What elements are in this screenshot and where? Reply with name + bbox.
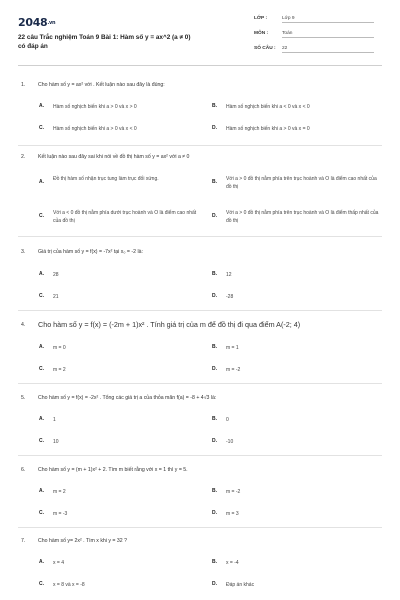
option-text: Đồ thị hàm số nhận trục tung làm trục đối xứng. <box>53 176 159 182</box>
option-letter: B. <box>212 179 217 185</box>
document-title <box>18 33 233 51</box>
option-text: Đáp án khác <box>226 582 255 588</box>
meta-count <box>254 44 374 53</box>
option-text: m = 0 <box>53 345 66 351</box>
question-divider <box>18 455 382 456</box>
option-text: m = -2 <box>226 489 241 495</box>
question-text: Cho hàm số y = f(x) = -2x² . Tổng các giá trị a của thỏa mãn f(a) = -8 + 4√3 là: <box>38 395 217 401</box>
question-text: Giá trị của hàm số y = f(x) = -7x² tại x₀ = -2 là: <box>38 249 143 255</box>
question-divider <box>18 236 382 237</box>
site-logo[interactable] <box>18 16 55 29</box>
option-letter: A. <box>39 416 44 422</box>
option-letter: C. <box>39 438 44 444</box>
option-letter: B. <box>212 344 217 350</box>
meta-subject <box>254 29 374 38</box>
question-text: Cho hàm số y = ax² với . Kết luận nào sau đây là đúng: <box>38 82 165 88</box>
question-number: 5. <box>21 395 26 401</box>
option-text: Hàm số nghịch biến khi a < 0 và x < 0 <box>226 104 310 110</box>
option-letter: B. <box>212 559 217 565</box>
option-text: m = 1 <box>226 345 239 351</box>
meta-grade-label: LỚP : <box>254 16 268 21</box>
question-text: Cho hàm số y= 2x² . Tìm x khi y = 32 ? <box>38 538 127 544</box>
option-text: Hàm số nghịch biến khi a > 0 và x > 0 <box>53 104 137 110</box>
option-text: Với a > 0 đồ thị nằm phía trên trục hoành và O là điểm cao nhất của đồ thị <box>226 176 377 190</box>
option-letter: C. <box>39 581 44 587</box>
option-letter: D. <box>212 213 217 219</box>
question-divider <box>18 310 382 311</box>
meta-count-value: 22 <box>282 46 288 51</box>
option-letter: C. <box>39 125 44 131</box>
option-letter: A. <box>39 559 44 565</box>
option-letter: B. <box>212 103 217 109</box>
question-divider <box>18 527 382 528</box>
option-text: 10 <box>53 439 59 445</box>
option-text: m = 2 <box>53 489 66 495</box>
option-text: Hàm số nghịch biến khi a > 0 và x = 0 <box>226 126 310 132</box>
option-text: Với a > 0 đồ thị nằm phía trên trục hoành và O là điểm thấp nhất của đồ thị <box>226 210 379 224</box>
meta-underline <box>282 22 374 23</box>
option-text: m = -3 <box>53 511 68 517</box>
question-text: Cho hàm số y = (m + 1)x² + 2. Tìm m biết rằng với x = 1 thì y = 5. <box>38 467 188 473</box>
question-text: Kết luận nào sau đây sai khi nói về đồ thị hàm số y = ax² với a ≠ 0 <box>38 154 190 160</box>
option-letter: C. <box>39 213 44 219</box>
meta-underline <box>282 52 374 53</box>
option-text: 0 <box>226 417 229 423</box>
option-text: m = 3 <box>226 511 239 517</box>
option-letter: C. <box>39 366 44 372</box>
option-text: m = 2 <box>53 367 66 373</box>
option-letter: C. <box>39 510 44 516</box>
question-number: 7. <box>21 538 26 544</box>
option-letter: D. <box>212 125 217 131</box>
option-letter: B. <box>212 416 217 422</box>
option-letter: A. <box>39 488 44 494</box>
meta-subject-label: MÔN : <box>254 31 269 36</box>
question-number: 2. <box>21 154 26 160</box>
logo-tld: .vn <box>47 20 56 26</box>
meta-subject-value: Toán <box>282 31 293 36</box>
option-text: 12 <box>226 272 232 278</box>
option-letter: A. <box>39 271 44 277</box>
meta-count-label: SỐ CÂU : <box>254 46 276 51</box>
meta-underline <box>282 37 374 38</box>
meta-grade-value: Lớp 9 <box>282 16 295 21</box>
question-divider <box>18 145 382 146</box>
option-text: 1 <box>53 417 56 423</box>
question-number: 1. <box>21 82 26 88</box>
meta-grade <box>254 14 374 23</box>
option-text: Hàm số nghịch biến khi a > 0 và x < 0 <box>53 126 137 132</box>
question-number: 6. <box>21 467 26 473</box>
option-letter: C. <box>39 293 44 299</box>
option-text: 28 <box>53 272 59 278</box>
option-letter: A. <box>39 103 44 109</box>
question-number: 4. <box>21 322 26 328</box>
question-divider <box>18 383 382 384</box>
option-letter: D. <box>212 293 217 299</box>
option-letter: D. <box>212 366 217 372</box>
question-text: Cho hàm số y = f(x) = (-2m + 1)x² . Tính giá trị của m để đồ thị đi qua điểm A(-2; 4) <box>38 320 301 329</box>
option-letter: D. <box>212 581 217 587</box>
option-letter: D. <box>212 438 217 444</box>
option-text: x = -4 <box>226 560 239 566</box>
option-letter: A. <box>39 344 44 350</box>
option-text: x = 8 và x = -8 <box>53 582 85 588</box>
option-text: 21 <box>53 294 59 300</box>
option-text: -28 <box>226 294 234 300</box>
option-text: -10 <box>226 439 234 445</box>
title-line-1: 22 câu Trắc nghiệm Toán 9 Bài 1: Hàm số y = ax^2 (a ≠ 0) <box>18 34 191 41</box>
title-line-2: có đáp án <box>18 43 48 50</box>
question-number: 3. <box>21 249 26 255</box>
option-letter: B. <box>212 271 217 277</box>
option-text: m = -2 <box>226 367 241 373</box>
header-divider <box>18 65 382 66</box>
option-letter: D. <box>212 510 217 516</box>
option-letter: A. <box>39 179 44 185</box>
logo-text: 2048 <box>18 16 48 29</box>
option-text: Với a < 0 đồ thị nằm phía dưới trục hoành và O là điểm cao nhất của đồ thị <box>53 210 197 224</box>
option-text: x = 4 <box>53 560 64 566</box>
option-letter: B. <box>212 488 217 494</box>
